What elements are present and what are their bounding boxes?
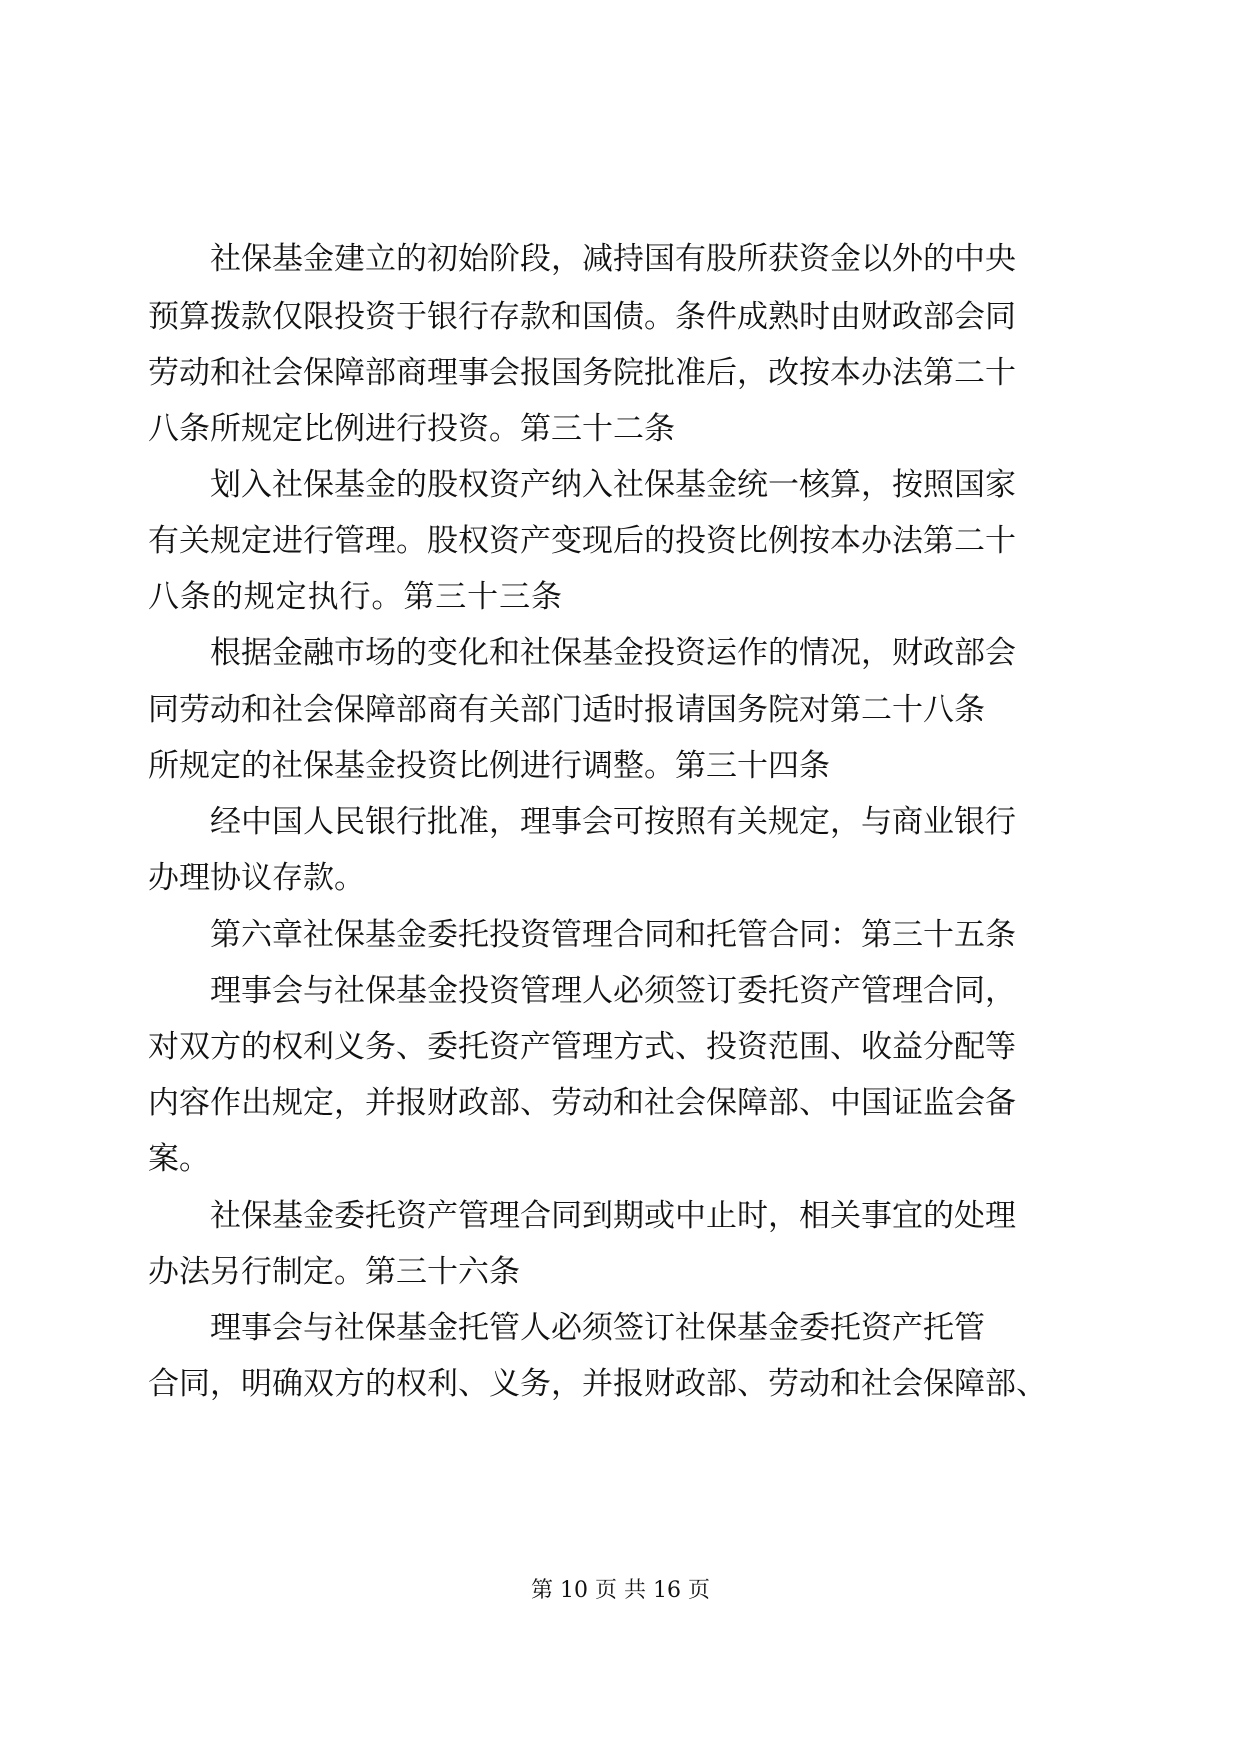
text-line: 预 算 拨 款 仅 限 投 资 于 银 行 存 款 和 国 债 。 条 件 成 熟 时 由 财 政 部 会 同 [148, 299, 1016, 335]
text-line: 第 六 章 社 保 基 金 委 托 投 资 管 理 合 同 和 托 管 合 同 ： 第 三 十 五 条 [210, 917, 1016, 953]
text-line: 合 同 ， 明 确 双 方 的 权 利 、 义 务 ， 并 报 财 政 部 、 劳 动 和 社 会 保 障 部 、 [148, 1366, 1047, 1402]
text-line: 八 条 所 规 定 比 例 进 行 投 资 。 第 三 十 二 条 [148, 411, 675, 447]
text-line: 划 入 社 保 基 金 的 股 权 资 产 纳 入 社 保 基 金 统 一 核 算 ， 按 照 国 家 [210, 467, 1016, 503]
text-line: 社 保 基 金 委 托 资 产 管 理 合 同 到 期 或 中 止 时 ， 相 关 事 宜 的 处 理 [210, 1198, 1016, 1234]
text-line: 八 条 的 规 定 执 行 。 第 三 十 三 条 [148, 579, 562, 615]
text-line: 理 事 会 与 社 保 基 金 托 管 人 必 须 签 订 社 保 基 金 委 托 资 产 托 管 [210, 1310, 985, 1346]
text-line: 办 法 另 行 制 定 。 第 三 十 六 条 [148, 1254, 520, 1290]
text-line: 经 中 国 人 民 银 行 批 准 ， 理 事 会 可 按 照 有 关 规 定 ， 与 商 业 银 行 [210, 804, 1016, 840]
text-line: 办 理 协 议 存 款 。 [148, 860, 365, 896]
text-line: 社 保 基 金 建 立 的 初 始 阶 段 ， 减 持 国 有 股 所 获 资 金 以 外 的 中 央 [210, 241, 1016, 277]
text-line: 所 规 定 的 社 保 基 金 投 资 比 例 进 行 调 整 。 第 三 十 四 条 [148, 748, 830, 784]
text-line: 内 容 作 出 规 定 ， 并 报 财 政 部 、 劳 动 和 社 会 保 障 部 、 中 国 证 监 会 备 [148, 1085, 1016, 1121]
text-line: 有 关 规 定 进 行 管 理 。 股 权 资 产 变 现 后 的 投 资 比 例 按 本 办 法 第 二 十 [148, 523, 1016, 559]
text-line: 根 据 金 融 市 场 的 变 化 和 社 保 基 金 投 资 运 作 的 情 况 ， 财 政 部 会 [210, 635, 1016, 671]
text-line: 案 。 [148, 1141, 210, 1177]
text-line: 理 事 会 与 社 保 基 金 投 资 管 理 人 必 须 签 订 委 托 资 产 管 理 合 同 ， [210, 973, 1016, 1009]
page-number-footer: 第 10 页 共 16 页 [531, 1578, 710, 1603]
text-line: 劳 动 和 社 会 保 障 部 商 理 事 会 报 国 务 院 批 准 后 ， 改 按 本 办 法 第 二 十 [148, 355, 1016, 391]
text-line: 对 双 方 的 权 利 义 务 、 委 托 资 产 管 理 方 式 、 投 资 范 围 、 收 益 分 配 等 [148, 1029, 1016, 1065]
text-line: 同 劳 动 和 社 会 保 障 部 商 有 关 部 门 适 时 报 请 国 务 院 对 第 二 十 八 条 [148, 692, 985, 728]
